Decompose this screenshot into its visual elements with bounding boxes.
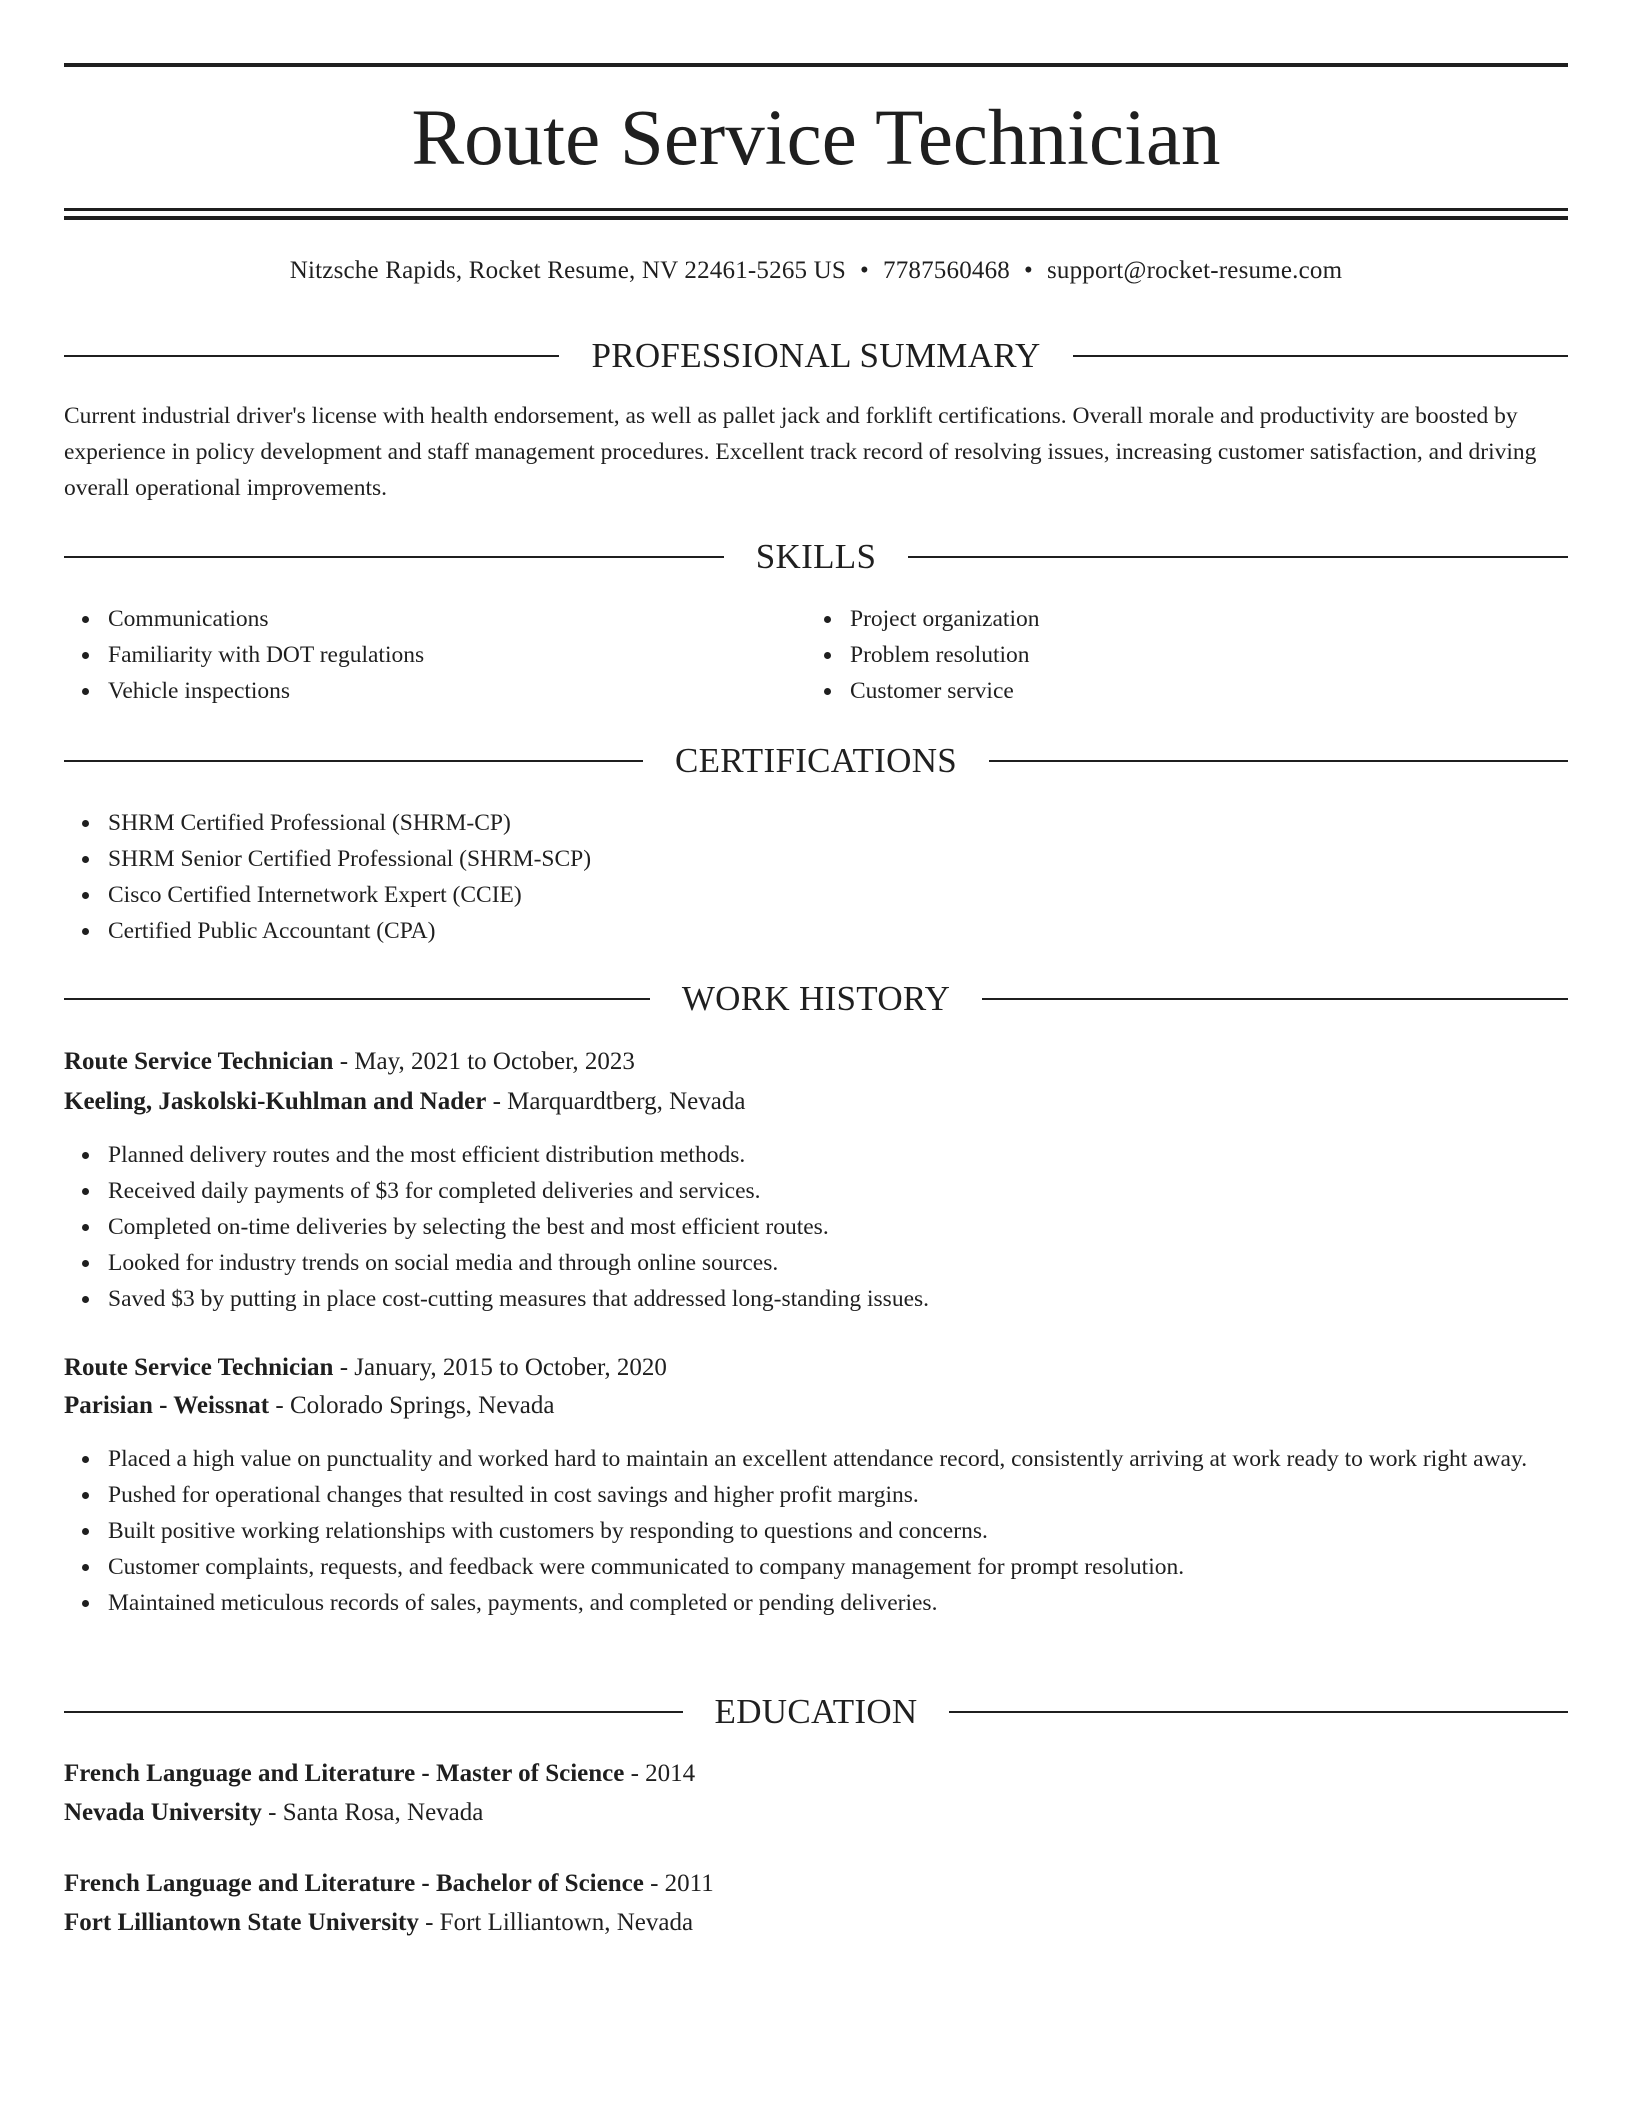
certification-item: SHRM Senior Certified Professional (SHRM-SCP) [108,841,1568,877]
certification-item: SHRM Certified Professional (SHRM-CP) [108,805,1568,841]
section-heading-work-history [64,979,1568,1019]
education-school-line [64,1798,483,1828]
title-rule-lower [64,216,1568,220]
job-dates: - May, 2021 to October, 2023 [333,1048,635,1075]
certifications-list [64,805,1568,949]
skill-item: Customer service [850,673,1550,709]
contact-email: support@rocket-resume.com [1046,257,1343,284]
certification-item: Certified Public Accountant (CPA) [108,913,1568,949]
job-dates: - January, 2015 to October, 2020 [333,1354,667,1381]
education-year: - 2014 [624,1760,696,1787]
section-heading-certifications [64,741,1568,781]
job-title-line [64,1047,635,1077]
skill-item: Problem resolution [850,637,1550,673]
skills-list-right [806,601,1550,709]
education-degree: French Language and Literature - Master of Science [64,1760,625,1787]
job-bullet: Built positive working relationships with customers by responding to questions and concerns. [108,1513,1568,1549]
heading-rule [64,556,724,558]
bullet-separator: • [860,257,869,284]
heading-label: EDUCATION [714,1692,918,1731]
section-heading-summary [64,336,1568,376]
heading-label: SKILLS [755,537,877,576]
job-bullet: Received daily payments of $3 for completed deliveries and services. [108,1173,1568,1209]
job-bullet: Pushed for operational changes that resulted in cost savings and higher profit margins. [108,1477,1568,1513]
job-bullet: Saved $3 by putting in place cost-cutting measures that addressed long-standing issues. [108,1281,1568,1317]
top-rule [64,63,1568,67]
bullet-separator: • [1024,257,1033,284]
contact-line [64,256,1568,286]
skill-item: Vehicle inspections [108,673,808,709]
skills-list-left [64,601,808,709]
contact-address: Nitzsche Rapids, Rocket Resume, NV 22461-5265 US [289,257,847,284]
section-heading-skills [64,537,1568,577]
skill-item: Familiarity with DOT regulations [108,637,808,673]
heading-rule [64,760,643,762]
certification-item: Cisco Certified Internetwork Expert (CCIE) [108,877,1568,913]
heading-rule [949,1711,1568,1713]
resume-title: Route Service Technician [411,95,1221,182]
job-title: Route Service Technician [64,1354,334,1381]
title-rule-upper [64,208,1568,211]
education-location: - Fort Lilliantown, Nevada [418,1909,694,1936]
job-bullet: Planned delivery routes and the most efficient distribution methods. [108,1137,1568,1173]
job-company: Keeling, Jaskolski-Kuhlman and Nader [64,1088,487,1115]
summary-text: Current industrial driver's license with health endorsement, as well as pallet jack and forklift certifications. Overall morale and productivity are boosted by experience in policy development and staff management procedures. Excellent track record of resolving issues, increasing customer satisfaction, and driving overall operational improvements. [64,403,1537,501]
skill-item: Communications [108,601,808,637]
job-bullet: Completed on-time deliveries by selecting the best and most efficient routes. [108,1209,1568,1245]
heading-rule [989,760,1568,762]
heading-rule [982,998,1568,1000]
skill-item: Project organization [850,601,1550,637]
education-school-line [64,1908,693,1938]
heading-rule [64,998,650,1000]
contact-phone: 7787560468 [883,257,1010,284]
education-school: Fort Lilliantown State University [64,1909,419,1936]
heading-label: PROFESSIONAL SUMMARY [591,336,1041,375]
job-bullet: Looked for industry trends on social media and through online sources. [108,1245,1568,1281]
job-title: Route Service Technician [64,1048,334,1075]
job-bullets [64,1137,1568,1317]
job-company-line [64,1087,745,1117]
job-bullets [64,1441,1568,1621]
education-location: - Santa Rosa, Nevada [261,1799,484,1826]
job-location: - Marquardtberg, Nevada [486,1088,746,1115]
education-year: - 2011 [643,1870,714,1897]
heading-label: CERTIFICATIONS [674,741,958,780]
heading-rule [64,1711,683,1713]
education-school: Nevada University [64,1799,262,1826]
heading-label: WORK HISTORY [681,979,951,1018]
education-degree-line [64,1869,714,1899]
heading-rule [64,355,559,357]
job-bullet: Customer complaints, requests, and feedback were communicated to company management for prompt resolution. [108,1549,1568,1585]
heading-rule [908,556,1568,558]
section-heading-education [64,1692,1568,1732]
job-title-line [64,1353,667,1383]
education-degree-line [64,1759,695,1789]
job-location: - Colorado Springs, Nevada [269,1392,555,1419]
job-bullet: Maintained meticulous records of sales, payments, and completed or pending deliveries. [108,1585,1568,1621]
education-degree: French Language and Literature - Bachelor of Science [64,1870,644,1897]
job-company: Parisian - Weissnat [64,1392,270,1419]
job-company-line [64,1391,555,1421]
heading-rule [1073,355,1568,357]
job-bullet: Placed a high value on punctuality and worked hard to maintain an excellent attendance record, consistently arriving at work ready to work right away. [108,1441,1568,1477]
